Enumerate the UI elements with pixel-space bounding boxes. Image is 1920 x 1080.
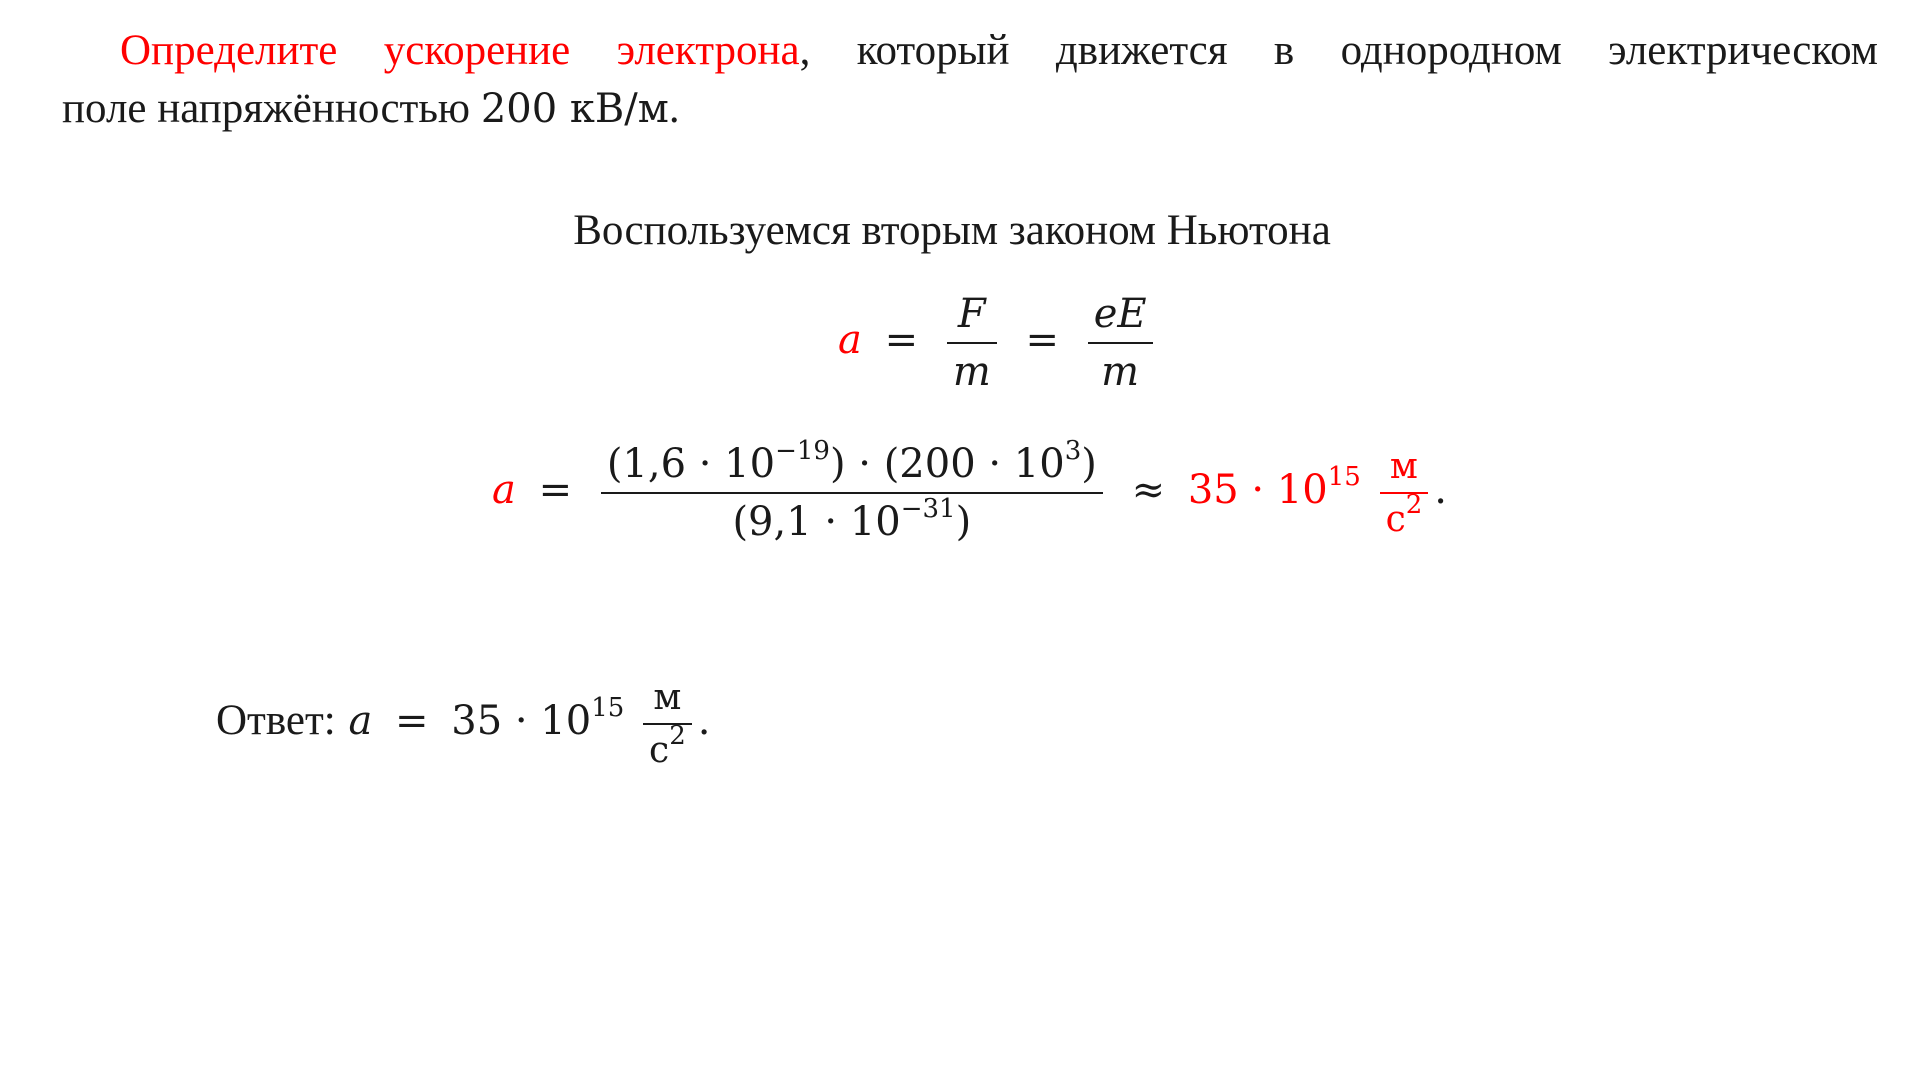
exponent: 15 — [1327, 462, 1361, 492]
fraction-denominator: m — [1101, 349, 1140, 395]
exponent: 3 — [1064, 436, 1082, 466]
answer-lhs: a — [348, 698, 373, 745]
exponent: −19 — [775, 436, 830, 466]
problem-statement — [62, 22, 1878, 138]
unit-numerator: м — [653, 677, 682, 718]
eq2-lhs: a — [492, 467, 516, 513]
method-heading-text: Воспользуемся вторым законом Ньютона — [573, 207, 1331, 254]
calculation-fraction — [601, 436, 1103, 546]
fraction-bar — [947, 342, 997, 344]
numerator-part: ) · (200 · 10 — [829, 441, 1065, 487]
period: . — [697, 698, 711, 745]
charge-field-over-mass-fraction — [1088, 290, 1153, 396]
equals-sign: = — [884, 317, 919, 363]
answer-unit — [643, 676, 692, 772]
problem-highlight: Определите ускорение электрона — [120, 27, 800, 74]
unit-numerator: м — [1389, 445, 1418, 487]
problem-text-1: , который движется в однородном электрическом — [799, 27, 1878, 74]
denominator-part: ) — [955, 499, 972, 545]
numerator-part: (1,6 · 10 — [606, 441, 776, 487]
fraction-numerator: eE — [1093, 291, 1147, 337]
exponent: 2 — [1405, 490, 1423, 520]
result-mantissa: 35 · 10 — [1187, 467, 1328, 513]
problem-text-2: поле напряжённостью — [62, 85, 481, 132]
field-strength-value: 200 кВ/м — [480, 86, 669, 132]
exponent: 15 — [591, 693, 625, 724]
fraction-numerator: F — [957, 291, 986, 337]
unit-base: с — [649, 730, 670, 772]
equals-sign: = — [538, 467, 573, 513]
answer-label: Ответ: — [216, 697, 336, 745]
force-over-mass-fraction — [947, 290, 997, 396]
fraction-denominator: m — [952, 349, 991, 395]
answer-value — [451, 693, 625, 745]
equals-sign: = — [1025, 317, 1059, 363]
calculation-result — [1187, 462, 1361, 513]
calculation-numerator — [601, 436, 1103, 488]
calculation-denominator — [726, 494, 977, 546]
numerator-part: ) — [1081, 441, 1097, 487]
exponent: 2 — [669, 721, 686, 752]
denominator-part: (9,1 · 10 — [732, 499, 901, 545]
answer-mantissa: 35 · 10 — [451, 698, 592, 745]
equals-sign: = — [395, 698, 429, 745]
period: . — [1434, 467, 1448, 513]
problem-end: . — [668, 85, 680, 132]
method-heading — [0, 206, 1920, 255]
unit-base: с — [1385, 499, 1406, 540]
unit-denominator — [1380, 490, 1429, 541]
exponent: −31 — [900, 494, 956, 524]
newton-second-law-equation — [838, 290, 1159, 396]
problem-line-1 — [62, 22, 1878, 80]
unit-denominator — [643, 721, 692, 772]
fraction-bar — [601, 492, 1103, 494]
eq1-lhs: a — [838, 317, 862, 363]
fraction-bar — [1088, 342, 1153, 344]
approx-sign: ≈ — [1131, 467, 1166, 513]
result-unit — [1380, 445, 1429, 541]
answer-line — [216, 676, 710, 772]
acceleration-calculation — [492, 436, 1448, 546]
